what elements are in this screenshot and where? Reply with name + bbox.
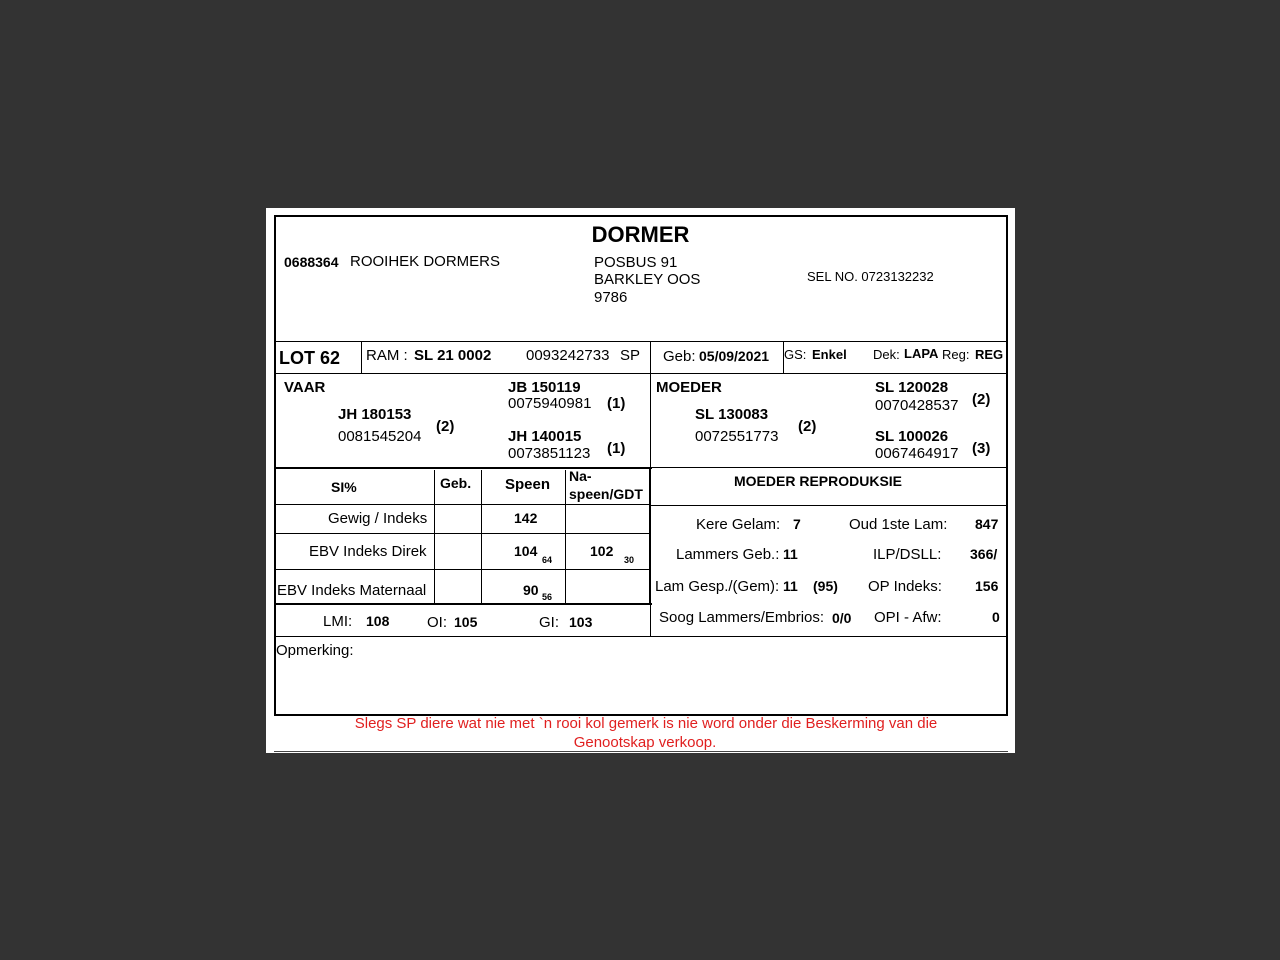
direk-row-label: EBV Indeks Direk	[309, 543, 427, 560]
maternaal-row-label: EBV Indeks Maternaal	[277, 582, 427, 599]
dam-dam-rating: (3)	[972, 440, 991, 457]
oi-label: OI:	[427, 614, 448, 631]
frame-right	[1006, 215, 1008, 716]
gewig-speen-value: 142	[514, 510, 538, 526]
speen-header: Speen	[505, 476, 551, 493]
dam-id: 0072551773	[695, 428, 779, 445]
op-indeks-label: OP Indeks:	[868, 578, 942, 595]
breed-title: DORMER	[591, 222, 690, 247]
frame-left	[274, 215, 276, 716]
direk-speen-value: 104	[514, 543, 538, 559]
ilp-label: ILP/DSLL:	[873, 546, 942, 563]
ilp-value: 366/	[970, 546, 998, 562]
si-header: SI%	[331, 479, 357, 495]
address-line-3: 9786	[594, 289, 628, 306]
sire-dam-id: 0073851123	[508, 445, 591, 462]
oud-1ste-lam-label: Oud 1ste Lam:	[849, 516, 948, 533]
dam-sire-id: 0070428537	[875, 397, 959, 414]
gs-value: Enkel	[812, 347, 847, 362]
grade-badge: SP	[620, 347, 641, 364]
direk-naspeen-value: 102	[590, 543, 614, 559]
lammers-geb-value: 11	[783, 546, 798, 562]
soog-value: 0/0	[832, 610, 852, 626]
op-indeks-value: 156	[975, 578, 999, 594]
dam-rating: (2)	[798, 418, 817, 435]
opi-label: OPI - Afw:	[874, 609, 942, 626]
remark-label: Opmerking:	[276, 642, 354, 659]
sire-dam-rating: (1)	[607, 440, 626, 457]
sire-sire-rating: (1)	[607, 395, 626, 412]
sire-reg: JH 180153	[338, 406, 412, 423]
frame-top	[274, 215, 1008, 217]
naspeen-header-line-2: speen/GDT	[569, 486, 643, 502]
sire-id: 0081545204	[338, 428, 422, 445]
lot-row-top	[274, 341, 1008, 342]
lam-gesp-value: 11	[783, 578, 798, 594]
owner-code: 0688364	[284, 254, 339, 270]
oi-value: 105	[454, 614, 478, 630]
dam-dam-id: 0067464917	[875, 445, 959, 462]
gi-label: GI:	[539, 614, 560, 631]
gewig-row-label: Gewig / Indeks	[328, 510, 428, 527]
lot-card	[266, 208, 1015, 753]
sire-sire-reg: JB 150119	[508, 379, 581, 396]
gs-label: GS:	[784, 347, 807, 362]
reg-label: Reg:	[942, 347, 970, 362]
dek-label: Dek:	[873, 347, 900, 362]
id-number: 0093242733	[526, 347, 610, 364]
dam-dam-reg: SL 100026	[875, 428, 949, 445]
dam-sire-reg: SL 120028	[875, 379, 949, 396]
dam-sire-rating: (2)	[972, 391, 991, 408]
direk-naspeen-accuracy: 30	[624, 555, 635, 565]
dek-value: LAPA	[904, 346, 939, 361]
footer-note-line-1: Slegs SP diere wat nie met `n rooi kol gemerk is nie word onder die Beskerming van die	[354, 715, 938, 732]
kere-gelam-value: 7	[793, 516, 801, 532]
gi-value: 103	[569, 614, 593, 630]
sire-dam-reg: JH 140015	[508, 428, 582, 445]
reproduction-heading: MOEDER REPRODUKSIE	[734, 473, 903, 489]
reg-value: REG	[975, 347, 1004, 362]
footer-rule	[274, 751, 1008, 752]
lot-row-bottom	[274, 373, 1008, 374]
opi-value: 0	[992, 609, 1000, 625]
phone-number: SEL NO. 0723132232	[807, 269, 934, 284]
sire-sire-id: 0075940981	[508, 395, 592, 412]
lam-gesp-gem-value: (95)	[813, 578, 838, 594]
si-table-top	[274, 467, 652, 469]
birth-label: Geb:	[663, 348, 696, 365]
birth-date: 05/09/2021	[699, 348, 770, 364]
registration-number: SL 21 0002	[414, 347, 492, 364]
address-line-2: BARKLEY OOS	[594, 271, 701, 288]
lam-gesp-label: Lam Gesp./(Gem):	[655, 578, 780, 595]
si-table-bottom	[274, 603, 652, 605]
dam-reg: SL 130083	[695, 406, 769, 423]
sire-heading: VAAR	[284, 379, 326, 396]
lmi-value: 108	[366, 613, 390, 629]
soog-label: Soog Lammers/Embrios:	[659, 609, 825, 626]
dam-heading: MOEDER	[656, 379, 722, 396]
lammers-geb-label: Lammers Geb.:	[676, 546, 780, 563]
sire-rating: (2)	[436, 418, 455, 435]
maternaal-speen-accuracy: 56	[542, 592, 553, 602]
animal-type-label: RAM :	[366, 347, 408, 364]
footer-note-line-2: Genootskap verkoop.	[573, 734, 717, 751]
kere-gelam-label: Kere Gelam:	[696, 516, 781, 533]
address-line-1: POSBUS 91	[594, 254, 678, 271]
lmi-label: LMI:	[323, 613, 353, 630]
direk-speen-accuracy: 64	[542, 555, 553, 565]
owner-name: ROOIHEK DORMERS	[350, 253, 501, 270]
maternaal-speen-value: 90	[523, 582, 539, 598]
geb-header: Geb.	[440, 475, 472, 491]
naspeen-header-line-1: Na-	[569, 468, 592, 484]
oud-1ste-lam-value: 847	[975, 516, 999, 532]
lot-number: LOT 62	[279, 348, 341, 368]
